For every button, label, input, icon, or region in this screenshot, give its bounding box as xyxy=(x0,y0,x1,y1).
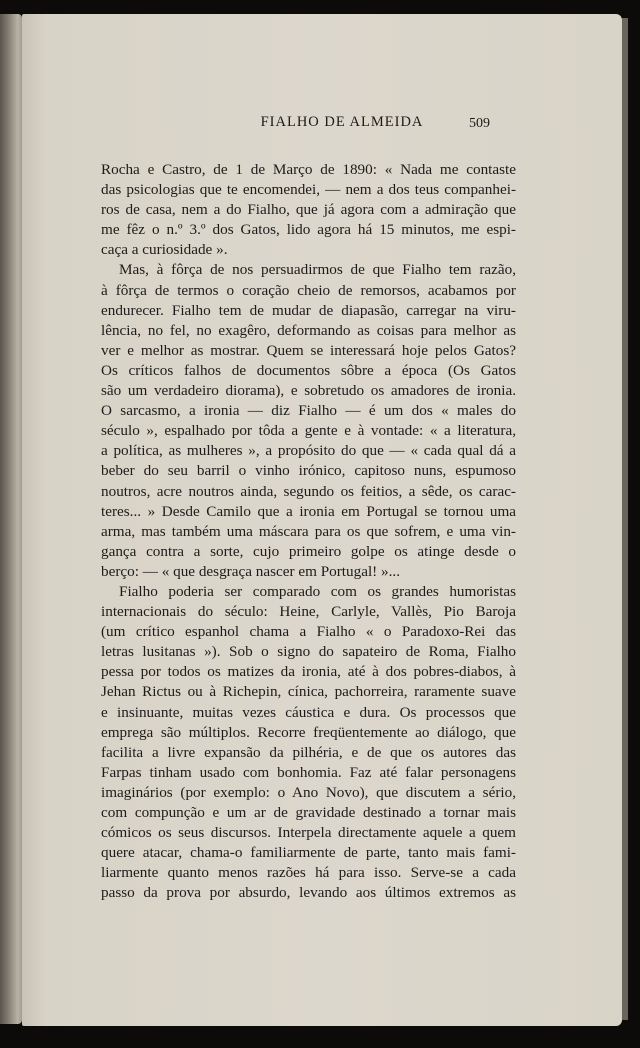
text-line: internacionais do século: Heine, Carlyle, Vallès, Pio Baroja xyxy=(101,603,516,621)
body-text xyxy=(101,160,516,903)
text-line: Rocha e Castro, de 1 de Março de 1890: « Nada me contaste xyxy=(101,161,516,178)
paragraph xyxy=(101,260,516,582)
text-line: Jehan Rictus ou à Richepin, cínica, pachorreira, raramente suave xyxy=(101,683,516,701)
page-header xyxy=(22,114,622,134)
text-line: imaginários (por exemplo: o Ano Novo), que discutem a sério, xyxy=(101,783,516,801)
text-line: são um verdadeiro diorama), e sobretudo os amadores de ironia. xyxy=(101,382,516,400)
paragraph xyxy=(101,582,516,904)
text-line: berço: — « que desgraça nascer em Portugal! »... xyxy=(101,562,400,580)
text-line: arma, mas também uma máscara para os que sofrem, e uma vin- xyxy=(101,522,516,540)
text-line: letras lusitanas »). Sob o signo do sapateiro de Roma, Fialho xyxy=(101,643,516,661)
text-line: ver e melhor as mostrar. Quem se interessará hoje pelos Gatos? xyxy=(101,341,516,359)
text-line: O sarcasmo, a ironia — diz Fialho — é um dos « males do xyxy=(101,402,516,420)
text-line: beber do seu barril o vinho irónico, capitoso nuns, espumoso xyxy=(101,462,516,480)
text-line: e insinuante, muitas vezes cáustica e dura. Os processos que xyxy=(101,703,516,721)
text-line: passo da prova por absurdo, levando aos últimos extremos as xyxy=(101,884,516,902)
book-page xyxy=(22,14,622,1026)
text-line: facilita a livre expansão da pilhéria, e de que os autores das xyxy=(101,743,516,761)
paragraph xyxy=(101,160,516,260)
text-line: teres... » Desde Camilo que a ironia em Portugal se tornou uma xyxy=(101,502,516,520)
text-line: lência, no fel, no exagêro, deformando as coisas para melhor as xyxy=(101,321,516,339)
page-shadow xyxy=(622,18,628,1020)
text-line: (um crítico espanhol chama a Fialho « o Paradoxo-Rei das xyxy=(101,623,516,641)
text-line: à fôrça de termos o coração cheio de remorsos, acabamos por xyxy=(101,281,516,299)
text-line: emprega são múltiplos. Recorre freqüentemente ao diálogo, que xyxy=(101,723,516,741)
text-line: Farpas tinham usado com bonhomia. Faz até falar personagens xyxy=(101,763,516,781)
page-number: 509 xyxy=(469,116,490,131)
text-line: noutros, acre noutros ainda, segundo os feitios, a sêde, os carac- xyxy=(101,482,516,500)
text-line: cómicos os seus discursos. Interpela directamente aquele a quem xyxy=(101,824,516,842)
text-line: Fialho poderia ser comparado com os grandes humoristas xyxy=(119,582,516,600)
text-line: endurecer. Fialho tem de mudar de diapasão, carregar na viru- xyxy=(101,301,516,319)
text-line: Mas, à fôrça de nos persuadirmos de que Fialho tem razão, xyxy=(119,261,516,279)
facing-page-edge xyxy=(0,14,22,1024)
text-line: com compunção e um ar de gravidade destinado a tornar mais xyxy=(101,804,516,821)
running-head: FIALHO DE ALMEIDA xyxy=(260,114,424,130)
text-line: caça a curiosidade ». xyxy=(101,241,228,259)
text-line: das psicologias que te encomendei, — nem a dos teus companhei- xyxy=(101,181,516,199)
text-line: Os críticos falhos de documentos sôbre a época (Os Gatos xyxy=(101,361,516,379)
text-line: me fêz o n.º 3.º dos Gatos, lido agora há 15 minutos, me espi- xyxy=(101,221,516,239)
text-line: a política, as mulheres », a propósito do que — « cada qual dá a xyxy=(101,442,516,460)
text-line: ros de casa, nem a do Fialho, que já agora com a admiração que xyxy=(101,201,516,219)
text-line: século », espalhado por tôda a gente e à vontade: « a literatura, xyxy=(101,422,516,440)
text-line: liarmente quanto menos razões há para isso. Serve-se a cada xyxy=(101,864,516,882)
text-line: gança contra a sorte, cujo primeiro golpe os atinge desde o xyxy=(101,542,516,560)
text-line: pessa por todos os matizes da ironia, até à dos pobres-diabos, à xyxy=(101,663,516,681)
text-line: quere atacar, chama-o familiarmente de parte, tanto mais fami- xyxy=(101,844,516,862)
